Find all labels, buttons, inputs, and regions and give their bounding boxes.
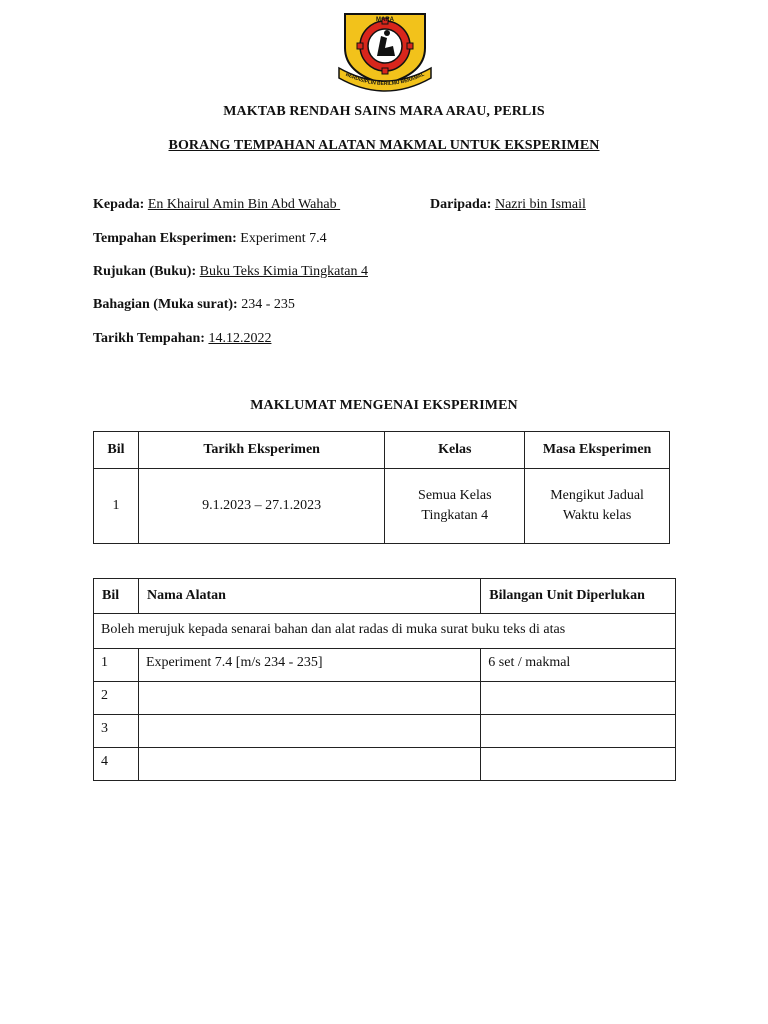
cell-unit xyxy=(481,748,676,781)
equipment-table-header xyxy=(94,579,676,614)
kepada-field xyxy=(93,197,340,213)
bahagian-field xyxy=(93,297,295,313)
school-name: MAKTAB RENDAH SAINS MARA ARAU, PERLIS xyxy=(223,104,545,119)
cell-unit xyxy=(481,715,676,748)
table-row xyxy=(94,682,676,715)
cell-bil: 1 xyxy=(94,469,139,544)
cell-nama xyxy=(138,682,480,715)
bahagian-value: 234 - 235 xyxy=(241,297,295,312)
cell-unit: 6 set / makmal xyxy=(481,649,676,682)
section-title: MAKLUMAT MENGENAI EKSPERIMEN xyxy=(250,398,518,413)
table-row xyxy=(94,715,676,748)
kelas-line: Tingkatan 4 xyxy=(421,508,489,523)
note-row xyxy=(94,614,676,649)
mara-logo xyxy=(335,8,435,92)
col-header-bil: Bil xyxy=(94,432,139,469)
table-row xyxy=(94,748,676,781)
kelas-line: Semua Kelas xyxy=(418,488,492,503)
rujukan-field xyxy=(93,264,368,280)
masa-line: Mengikut Jadual xyxy=(550,488,644,503)
tarikh-field xyxy=(93,331,271,347)
tempahan-label: Tempahan Eksperimen: xyxy=(93,231,237,246)
cell-bil: 4 xyxy=(94,748,139,781)
col-header-bilangan-unit: Bilangan Unit Diperlukan xyxy=(481,579,676,614)
cell-nama xyxy=(138,748,480,781)
tempahan-value: Experiment 7.4 xyxy=(240,231,327,246)
daripada-label: Daripada: xyxy=(430,197,492,212)
cell-masa xyxy=(525,469,670,544)
cell-tarikh: 9.1.2023 – 27.1.2023 xyxy=(138,469,384,544)
daripada-field xyxy=(430,197,586,213)
svg-text:MARA: MARA xyxy=(376,17,394,23)
rujukan-label: Rujukan (Buku): xyxy=(93,264,197,279)
kepada-label: Kepada: xyxy=(93,197,145,212)
kepada-value: En Khairul Amin Bin Abd Wahab xyxy=(147,197,341,212)
col-header-nama-alatan: Nama Alatan xyxy=(138,579,480,614)
daripada-value: Nazri bin Ismail xyxy=(494,197,586,212)
cell-bil: 3 xyxy=(94,715,139,748)
cell-nama: Experiment 7.4 [m/s 234 - 235] xyxy=(138,649,480,682)
col-header-kelas: Kelas xyxy=(385,432,525,469)
experiment-table-header xyxy=(94,432,670,469)
cell-bil: 2 xyxy=(94,682,139,715)
col-header-bil: Bil xyxy=(94,579,139,614)
table-row xyxy=(94,649,676,682)
tarikh-label: Tarikh Tempahan: xyxy=(93,331,205,346)
rujukan-value: Buku Teks Kimia Tingkatan 4 xyxy=(199,264,368,279)
cell-unit xyxy=(481,682,676,715)
tempahan-field xyxy=(93,231,327,247)
svg-text:BERDISIPLIN BERILMU BERAMAL: BERDISIPLIN BERILMU BERAMAL xyxy=(344,71,426,88)
cell-kelas xyxy=(385,469,525,544)
col-header-tarikh: Tarikh Eksperimen xyxy=(138,432,384,469)
experiment-table xyxy=(93,431,670,544)
note-cell: Boleh merujuk kepada senarai bahan dan alat radas di muka surat buku teks di atas xyxy=(94,614,676,649)
cell-bil: 1 xyxy=(94,649,139,682)
col-header-masa: Masa Eksperimen xyxy=(525,432,670,469)
equipment-table xyxy=(93,578,676,781)
bahagian-label: Bahagian (Muka surat): xyxy=(93,297,238,312)
form-title: BORANG TEMPAHAN ALATAN MAKMAL UNTUK EKSPERIMEN xyxy=(168,138,600,153)
cell-nama xyxy=(138,715,480,748)
table-row xyxy=(94,469,670,544)
tarikh-value: 14.12.2022 xyxy=(208,331,272,346)
masa-line: Waktu kelas xyxy=(562,508,632,523)
